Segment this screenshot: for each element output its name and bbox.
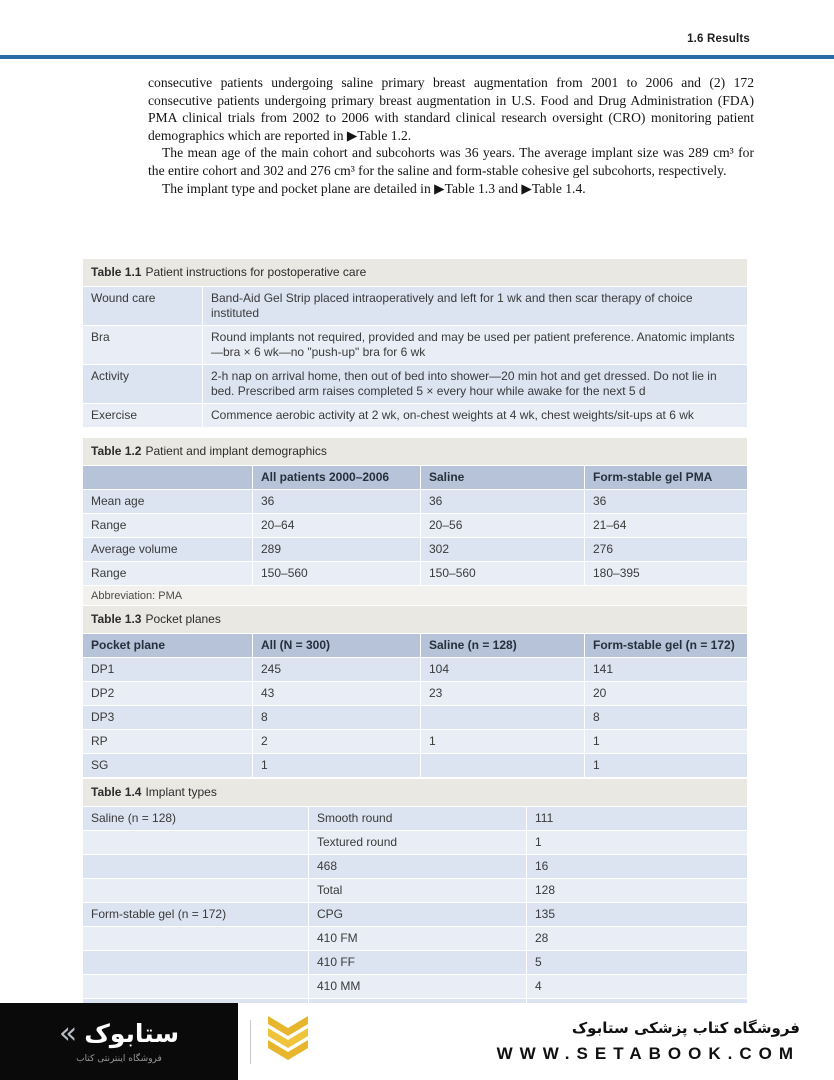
table-cell: 128 <box>527 879 748 903</box>
table-cell: Range <box>83 562 253 586</box>
table-cell: Wound care <box>83 287 203 326</box>
paragraph-1: consecutive patients undergoing saline primary breast augmentation from 2001 to 2006 and (2) 172 consecutive patients undergoing primary breast augmentation in U.S. Food and Drug Administration (FDA) PMA clinical trials from 2002 to 2006 with standard clinical research oversight (CRO) monitoring patient demographics which are reported in ▶Table 1.2. <box>148 75 754 143</box>
table-cell <box>421 754 585 778</box>
table-row <box>83 706 748 730</box>
table-row <box>83 831 748 855</box>
column-header: All patients 2000–2006 <box>253 466 421 490</box>
table-cell: 245 <box>253 658 421 682</box>
column-header: All (N = 300) <box>253 634 421 658</box>
table-cell <box>421 706 585 730</box>
section-header: 1.6 Results <box>687 33 750 45</box>
table-cell: 180–395 <box>585 562 748 586</box>
table-title <box>83 606 748 634</box>
table-cell: 410 FF <box>309 951 527 975</box>
table-cell: Smooth round <box>309 807 527 831</box>
table-cell: 21–64 <box>585 514 748 538</box>
table-cell: Range <box>83 514 253 538</box>
column-header <box>83 466 253 490</box>
store-title: فروشگاه کتاب پزشکی ستابوک <box>571 1019 800 1037</box>
table-row <box>83 562 748 586</box>
table-label: Table 1.2 <box>91 444 142 458</box>
table-caption: Implant types <box>145 785 217 799</box>
table-title <box>83 438 748 466</box>
table-row <box>83 658 748 682</box>
table-cell: 135 <box>527 903 748 927</box>
table-row <box>83 326 748 365</box>
table-cell: 20–64 <box>253 514 421 538</box>
brand-tagline: فروشگاه اینترنتی کتاب <box>76 1054 162 1064</box>
table-row <box>83 490 748 514</box>
table-1-2 <box>82 437 748 608</box>
table-row <box>83 879 748 903</box>
footer-divider <box>250 1020 251 1064</box>
table-cell: 468 <box>309 855 527 879</box>
footer <box>0 1003 834 1080</box>
table-row <box>83 951 748 975</box>
table-footnote: Abbreviation: PMA <box>83 586 748 608</box>
table-cell: 20 <box>585 682 748 706</box>
table-cell: 276 <box>585 538 748 562</box>
table-cell: RP <box>83 730 253 754</box>
table-cell: 1 <box>585 730 748 754</box>
table-row <box>83 927 748 951</box>
table-cell <box>83 855 309 879</box>
table-cell: 16 <box>527 855 748 879</box>
paragraph-3: The implant type and pocket plane are detailed in ▶Table 1.3 and ▶Table 1.4. <box>162 180 586 196</box>
table-cell: 5 <box>527 951 748 975</box>
table-cell: 1 <box>527 831 748 855</box>
table-1-1 <box>82 258 748 428</box>
table-row <box>83 682 748 706</box>
table-cell: 410 FM <box>309 927 527 951</box>
table-label: Table 1.4 <box>91 785 142 799</box>
table-cell: Form-stable gel (n = 172) <box>83 903 309 927</box>
column-header: Saline <box>421 466 585 490</box>
paragraph-2: The mean age of the main cohort and subcohorts was 36 years. The average implant size was 289 cm³ for the entire cohort and 302 and 276 cm³ for the saline and form-stable cohesive gel subcohorts, respectively. <box>148 145 754 178</box>
table-cell: 36 <box>253 490 421 514</box>
setabook-chevron-logo-icon <box>263 1016 313 1067</box>
table-title-row <box>83 438 748 466</box>
table-cell: 4 <box>527 975 748 999</box>
brand-row <box>58 1016 180 1051</box>
table-row <box>83 287 748 326</box>
table-cell: 1 <box>253 754 421 778</box>
table-cell: 28 <box>527 927 748 951</box>
brand-name: ستابوک <box>84 1019 180 1048</box>
table-cell: Textured round <box>309 831 527 855</box>
table-cell: DP1 <box>83 658 253 682</box>
table-row <box>83 514 748 538</box>
footer-text-block <box>313 1019 834 1064</box>
table-1-4 <box>82 778 748 1023</box>
table-cell <box>83 975 309 999</box>
body-text <box>148 74 754 197</box>
table-cell: Average volume <box>83 538 253 562</box>
table-cell: Saline (n = 128) <box>83 807 309 831</box>
table-caption: Pocket planes <box>145 612 221 626</box>
table-row <box>83 404 748 428</box>
table-cell: Exercise <box>83 404 203 428</box>
table-cell: 302 <box>421 538 585 562</box>
table-title-row <box>83 259 748 287</box>
table-cell: Total <box>309 879 527 903</box>
table-cell: CPG <box>309 903 527 927</box>
table-cell: 1 <box>585 754 748 778</box>
table-cell: Band-Aid Gel Strip placed intraoperatively and left for 1 wk and then scar therapy of choice instituted <box>203 287 748 326</box>
column-header: Saline (n = 128) <box>421 634 585 658</box>
table-cell: 8 <box>253 706 421 730</box>
table-title-row <box>83 606 748 634</box>
table-cell: 410 MM <box>309 975 527 999</box>
table-cell: 141 <box>585 658 748 682</box>
table-title <box>83 779 748 807</box>
table-cell: Commence aerobic activity at 2 wk, on-chest weights at 4 wk, chest weights/sit-ups at 6 wk <box>203 404 748 428</box>
table-cell: DP2 <box>83 682 253 706</box>
brand-chevron-icon: « <box>58 1016 78 1051</box>
table-cell <box>83 831 309 855</box>
table-row <box>83 365 748 404</box>
website-url: WWW.SETABOOK.COM <box>496 1044 800 1063</box>
table-header-row <box>83 634 748 658</box>
table-cell: 104 <box>421 658 585 682</box>
table-cell: DP3 <box>83 706 253 730</box>
table-1-3 <box>82 605 748 778</box>
table-row <box>83 855 748 879</box>
table-cell <box>83 927 309 951</box>
table-cell: 150–560 <box>421 562 585 586</box>
table-title <box>83 259 748 287</box>
table-cell: 2 <box>253 730 421 754</box>
table-cell <box>83 951 309 975</box>
table-row <box>83 903 748 927</box>
table-caption: Patient and implant demographics <box>145 444 327 458</box>
table-row <box>83 975 748 999</box>
table-cell: 2-h nap on arrival home, then out of bed into shower—20 min hot and get dressed. Do not lie in bed. Prescribed arm raises completed 5 × every hour while awake for the next 5 d <box>203 365 748 404</box>
table-cell: 20–56 <box>421 514 585 538</box>
column-header: Pocket plane <box>83 634 253 658</box>
table-cell: Bra <box>83 326 203 365</box>
table-row <box>83 807 748 831</box>
table-cell <box>83 879 309 903</box>
footer-logo-block <box>0 1003 238 1080</box>
table-cell: Activity <box>83 365 203 404</box>
table-cell: Round implants not required, provided and may be used per patient preference. Anatomic implants—bra × 6 wk—no "push-up" bra for 6 wk <box>203 326 748 365</box>
column-header: Form-stable gel (n = 172) <box>585 634 748 658</box>
table-cell: 150–560 <box>253 562 421 586</box>
table-label: Table 1.1 <box>91 265 142 279</box>
header-rule <box>0 55 834 59</box>
table-label: Table 1.3 <box>91 612 142 626</box>
table-cell: Mean age <box>83 490 253 514</box>
table-cell: 1 <box>421 730 585 754</box>
table-title-row <box>83 779 748 807</box>
table-header-row <box>83 466 748 490</box>
table-cell: 111 <box>527 807 748 831</box>
table-cell: 43 <box>253 682 421 706</box>
table-cell: 36 <box>585 490 748 514</box>
table-row <box>83 730 748 754</box>
table-cell: 8 <box>585 706 748 730</box>
table-cell: 23 <box>421 682 585 706</box>
column-header: Form-stable gel PMA <box>585 466 748 490</box>
table-row <box>83 754 748 778</box>
table-cell: 289 <box>253 538 421 562</box>
table-cell: SG <box>83 754 253 778</box>
table-caption: Patient instructions for postoperative care <box>145 265 367 279</box>
table-cell: 36 <box>421 490 585 514</box>
table-row <box>83 538 748 562</box>
